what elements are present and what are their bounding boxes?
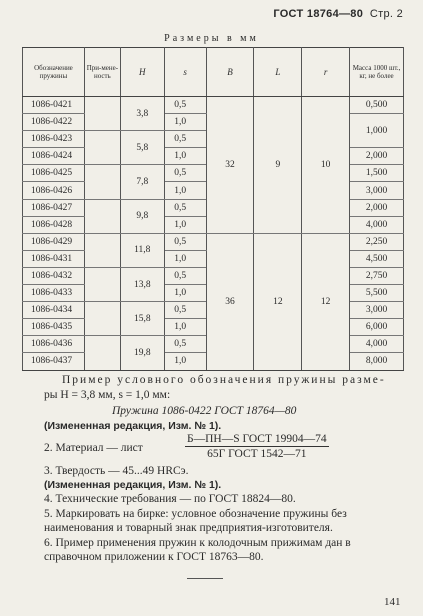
mass-cell: 8,000 bbox=[350, 353, 404, 370]
r-cell: 10 bbox=[302, 97, 350, 234]
l-cell: 9 bbox=[254, 97, 302, 234]
material-label: 2. Материал — лист bbox=[44, 442, 143, 454]
designation-cell: 1086-0426 bbox=[23, 182, 85, 199]
designation-cell: 1086-0433 bbox=[23, 285, 85, 302]
usage-cell bbox=[84, 233, 120, 267]
h-cell: 11,8 bbox=[120, 233, 164, 267]
h-cell: 7,8 bbox=[120, 165, 164, 199]
col-b: B bbox=[206, 48, 254, 97]
s-cell: 1,0 bbox=[164, 353, 206, 370]
material-denominator: 65Г ГОСТ 1542—71 bbox=[207, 448, 307, 460]
mass-cell: 2,750 bbox=[350, 267, 404, 284]
col-r: r bbox=[302, 48, 350, 97]
footer-divider bbox=[187, 578, 223, 579]
mass-cell: 3,000 bbox=[350, 302, 404, 319]
table-row bbox=[23, 97, 404, 114]
mass-cell: 3,000 bbox=[350, 182, 404, 199]
b-cell: 32 bbox=[206, 97, 254, 234]
page-header bbox=[273, 8, 403, 20]
item-6-line-2: справочном приложении к ГОСТ 18763—80. bbox=[44, 551, 264, 563]
hardness-item: 3. Твердость — 45...49 HRCэ. bbox=[44, 465, 189, 477]
s-cell: 1,0 bbox=[164, 285, 206, 302]
usage-cell bbox=[84, 131, 120, 165]
mass-cell: 5,500 bbox=[350, 285, 404, 302]
s-cell: 0,5 bbox=[164, 131, 206, 148]
page-label: Стр. 2 bbox=[369, 8, 403, 20]
col-l: L bbox=[254, 48, 302, 97]
designation-cell: 1086-0434 bbox=[23, 302, 85, 319]
item-5-line-1: 5. Маркировать на бирке: условное обозначение пружины без bbox=[44, 508, 347, 520]
designation-cell: 1086-0431 bbox=[23, 250, 85, 267]
item-6-line-1: 6. Пример применения пружин к колодочным прижимам дан в bbox=[44, 537, 351, 549]
h-cell: 3,8 bbox=[120, 97, 164, 131]
mass-cell: 2,000 bbox=[350, 199, 404, 216]
designation-cell: 1086-0423 bbox=[23, 131, 85, 148]
designation-cell: 1086-0425 bbox=[23, 165, 85, 182]
s-cell: 0,5 bbox=[164, 336, 206, 353]
mass-cell: 4,500 bbox=[350, 250, 404, 267]
example-intro: Пример условного обозначения пружины разме- bbox=[62, 374, 386, 386]
col-h: H bbox=[120, 48, 164, 97]
designation-cell: 1086-0432 bbox=[23, 267, 85, 284]
usage-cell bbox=[84, 199, 120, 233]
standard-number: ГОСТ 18764—80 bbox=[273, 8, 364, 20]
designation-cell: 1086-0429 bbox=[23, 233, 85, 250]
mass-cell: 4,000 bbox=[350, 216, 404, 233]
revision-note-2: (Измененная редакция, Изм. № 1). bbox=[44, 479, 222, 491]
usage-cell bbox=[84, 267, 120, 301]
designation-cell: 1086-0421 bbox=[23, 97, 85, 114]
designation-cell: 1086-0436 bbox=[23, 336, 85, 353]
s-cell: 0,5 bbox=[164, 302, 206, 319]
b-cell: 36 bbox=[206, 233, 254, 370]
mass-cell: 1,500 bbox=[350, 165, 404, 182]
item-4: 4. Технические требования — по ГОСТ 18824—80. bbox=[44, 493, 296, 505]
s-cell: 1,0 bbox=[164, 148, 206, 165]
mass-cell: 0,500 bbox=[350, 97, 404, 114]
s-cell: 0,5 bbox=[164, 165, 206, 182]
dimensions-table bbox=[22, 47, 404, 371]
s-cell: 1,0 bbox=[164, 319, 206, 336]
revision-note-1: (Измененная редакция, Изм. № 1). bbox=[44, 420, 222, 432]
example-designation: Пружина 1086-0422 ГОСТ 18764—80 bbox=[112, 405, 297, 417]
h-cell: 15,8 bbox=[120, 302, 164, 336]
usage-cell bbox=[84, 97, 120, 131]
h-cell: 5,8 bbox=[120, 131, 164, 165]
s-cell: 0,5 bbox=[164, 97, 206, 114]
s-cell: 1,0 bbox=[164, 114, 206, 131]
s-cell: 1,0 bbox=[164, 182, 206, 199]
page-number: 141 bbox=[384, 596, 401, 608]
mass-cell: 2,250 bbox=[350, 233, 404, 250]
table-caption: Размеры в мм bbox=[164, 33, 259, 44]
material-numerator: Б—ПН—S ГОСТ 19904—74 bbox=[187, 433, 327, 445]
s-cell: 0,5 bbox=[164, 267, 206, 284]
h-cell: 19,8 bbox=[120, 336, 164, 370]
mass-cell: 6,000 bbox=[350, 319, 404, 336]
col-designation: Обозначение пружины bbox=[23, 48, 85, 97]
mass-cell: 2,000 bbox=[350, 148, 404, 165]
s-cell: 0,5 bbox=[164, 199, 206, 216]
h-cell: 9,8 bbox=[120, 199, 164, 233]
s-cell: 1,0 bbox=[164, 216, 206, 233]
designation-cell: 1086-0422 bbox=[23, 114, 85, 131]
designation-cell: 1086-0435 bbox=[23, 319, 85, 336]
usage-cell bbox=[84, 336, 120, 370]
mass-cell: 1,000 bbox=[350, 114, 404, 148]
designation-cell: 1086-0428 bbox=[23, 216, 85, 233]
table-row bbox=[23, 233, 404, 250]
designation-cell: 1086-0437 bbox=[23, 353, 85, 370]
designation-cell: 1086-0424 bbox=[23, 148, 85, 165]
material-fraction bbox=[185, 433, 329, 460]
l-cell: 12 bbox=[254, 233, 302, 370]
s-cell: 1,0 bbox=[164, 250, 206, 267]
item-5-line-2: наименования и товарный знак предприятия-изготовителя. bbox=[44, 522, 333, 534]
col-mass: Масса 1000 шт., кг, не более bbox=[350, 48, 404, 97]
col-s: s bbox=[164, 48, 206, 97]
s-cell: 0,5 bbox=[164, 233, 206, 250]
usage-cell bbox=[84, 302, 120, 336]
r-cell: 12 bbox=[302, 233, 350, 370]
mass-cell: 4,000 bbox=[350, 336, 404, 353]
designation-cell: 1086-0427 bbox=[23, 199, 85, 216]
table-header-row bbox=[23, 48, 404, 97]
example-dims: ры H = 3,8 мм, s = 1,0 мм: bbox=[44, 389, 171, 401]
col-usage: При-мене-ность bbox=[84, 48, 120, 97]
usage-cell bbox=[84, 165, 120, 199]
h-cell: 13,8 bbox=[120, 267, 164, 301]
